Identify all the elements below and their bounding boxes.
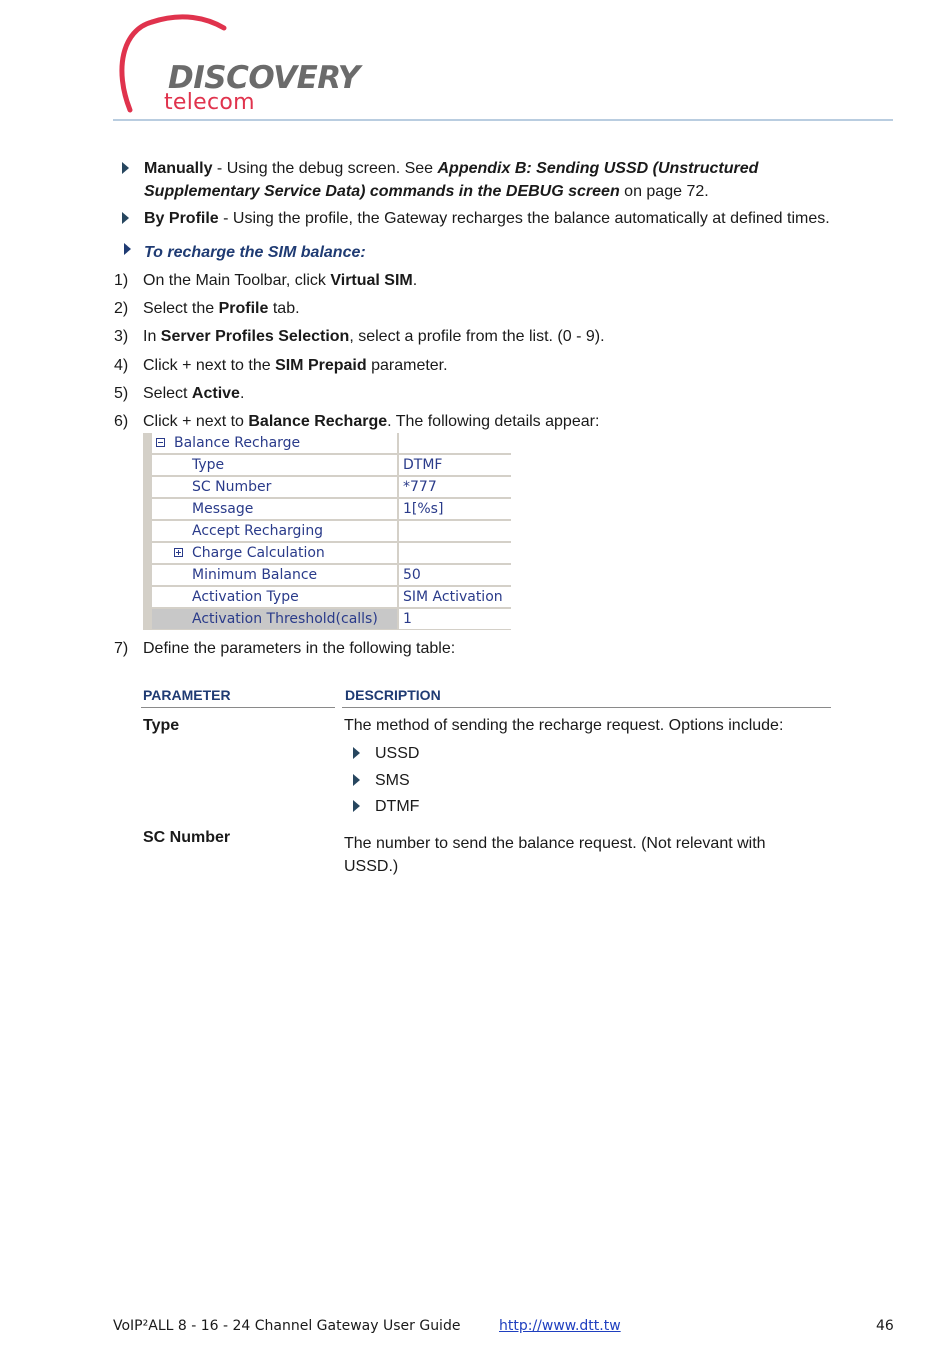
bullet-manually-line2: Supplementary Service Data) commands in the DEBUG screen on page 72. xyxy=(144,183,709,200)
bullet-profile-title: By Profile xyxy=(144,210,219,227)
grid-row-selected[interactable] xyxy=(143,609,511,630)
header-underline xyxy=(141,707,335,708)
procedure-arrow-icon xyxy=(124,243,131,255)
table-header-parameter: PARAMETER xyxy=(143,687,231,703)
grid-row-value: *777 xyxy=(403,479,437,495)
step-number: 4) xyxy=(114,357,129,374)
grid-group-row[interactable] xyxy=(143,433,511,454)
grid-row-name: Accept Recharging xyxy=(192,523,324,539)
grid-row-name: Minimum Balance xyxy=(192,567,318,583)
appendix-reference: Appendix B: Sending USSD (Unstructured xyxy=(437,160,759,177)
grid-row-name: SC Number xyxy=(192,479,272,495)
step-3: In Server Profiles Selection, select a profile from the list. (0 - 9). xyxy=(143,328,605,345)
grid-row-name: Activation Threshold(calls) xyxy=(192,611,378,627)
logo-wordmark: DISCOVERY xyxy=(168,60,360,96)
grid-group-label: Balance Recharge xyxy=(174,435,301,451)
table-row-desc: The number to send the balance request. (Not relevant with xyxy=(344,835,766,852)
bullet-manually-line1: Manually - Using the debug screen. See Appendix B: Sending USSD (Unstructured xyxy=(144,160,759,177)
table-row-desc-cont: USSD.) xyxy=(344,858,399,875)
grid-row-value: DTMF xyxy=(403,457,443,473)
table-header-description: DESCRIPTION xyxy=(345,687,441,703)
grid-row[interactable] xyxy=(143,565,511,586)
grid-row[interactable] xyxy=(143,587,511,608)
grid-row-name: Type xyxy=(192,457,225,473)
step-4: Click + next to the SIM Prepaid parameter. xyxy=(143,357,448,374)
grid-row-name: Activation Type xyxy=(192,589,299,605)
step-number: 6) xyxy=(114,413,129,430)
grid-row-value: 50 xyxy=(403,567,421,583)
step-5: Select Active. xyxy=(143,385,245,402)
collapse-minus-icon[interactable] xyxy=(156,438,165,447)
footer-link-wrap xyxy=(499,1318,621,1334)
option-item: DTMF xyxy=(375,798,420,815)
step-2: Select the Profile tab. xyxy=(143,300,300,317)
table-row-param: Type xyxy=(143,717,180,734)
grid-row[interactable] xyxy=(143,455,511,476)
footer-link[interactable]: http://www.dtt.tw xyxy=(499,1318,621,1334)
step-1: On the Main Toolbar, click Virtual SIM. xyxy=(143,272,418,289)
step-number: 7) xyxy=(114,640,129,657)
step-number: 1) xyxy=(114,272,129,289)
grid-row-name: Charge Calculation xyxy=(192,545,325,561)
option-arrow-icon xyxy=(353,800,360,812)
logo-subtitle: telecom xyxy=(164,90,255,115)
grid-row[interactable] xyxy=(143,477,511,498)
balance-recharge-property-grid xyxy=(143,433,511,630)
grid-row[interactable] xyxy=(143,521,511,542)
option-item: USSD xyxy=(375,745,420,762)
page-number: 46 xyxy=(876,1318,894,1334)
footer-title: VoIP²ALL 8 - 16 - 24 Channel Gateway User Guide xyxy=(113,1318,461,1334)
table-row-desc: The method of sending the recharge request. Options include: xyxy=(344,717,784,734)
grid-row[interactable] xyxy=(143,499,511,520)
step-7: Define the parameters in the following table: xyxy=(143,640,456,657)
header-underline xyxy=(342,707,831,708)
step-6: Click + next to Balance Recharge. The following details appear: xyxy=(143,413,600,430)
grid-row-value: 1[%s] xyxy=(403,501,444,517)
bullet-arrow-icon xyxy=(122,162,129,174)
expand-plus-icon[interactable] xyxy=(174,548,183,557)
grid-row-value: 1 xyxy=(403,611,412,627)
discovery-telecom-logo xyxy=(112,10,372,120)
header-divider xyxy=(113,119,893,121)
bullet-by-profile: By Profile - Using the profile, the Gateway recharges the balance automatically at defined times. xyxy=(144,210,830,227)
step-number: 5) xyxy=(114,385,129,402)
bullet-arrow-icon xyxy=(122,212,129,224)
step-number: 3) xyxy=(114,328,129,345)
grid-row-value: SIM Activation xyxy=(403,589,503,605)
bullet-manually-title: Manually xyxy=(144,160,213,177)
grid-row[interactable] xyxy=(143,543,511,564)
option-item: SMS xyxy=(375,772,410,789)
step-number: 2) xyxy=(114,300,129,317)
procedure-heading: To recharge the SIM balance: xyxy=(144,244,366,261)
grid-row-name: Message xyxy=(192,501,254,517)
option-arrow-icon xyxy=(353,774,360,786)
table-row-param: SC Number xyxy=(143,829,231,846)
option-arrow-icon xyxy=(353,747,360,759)
